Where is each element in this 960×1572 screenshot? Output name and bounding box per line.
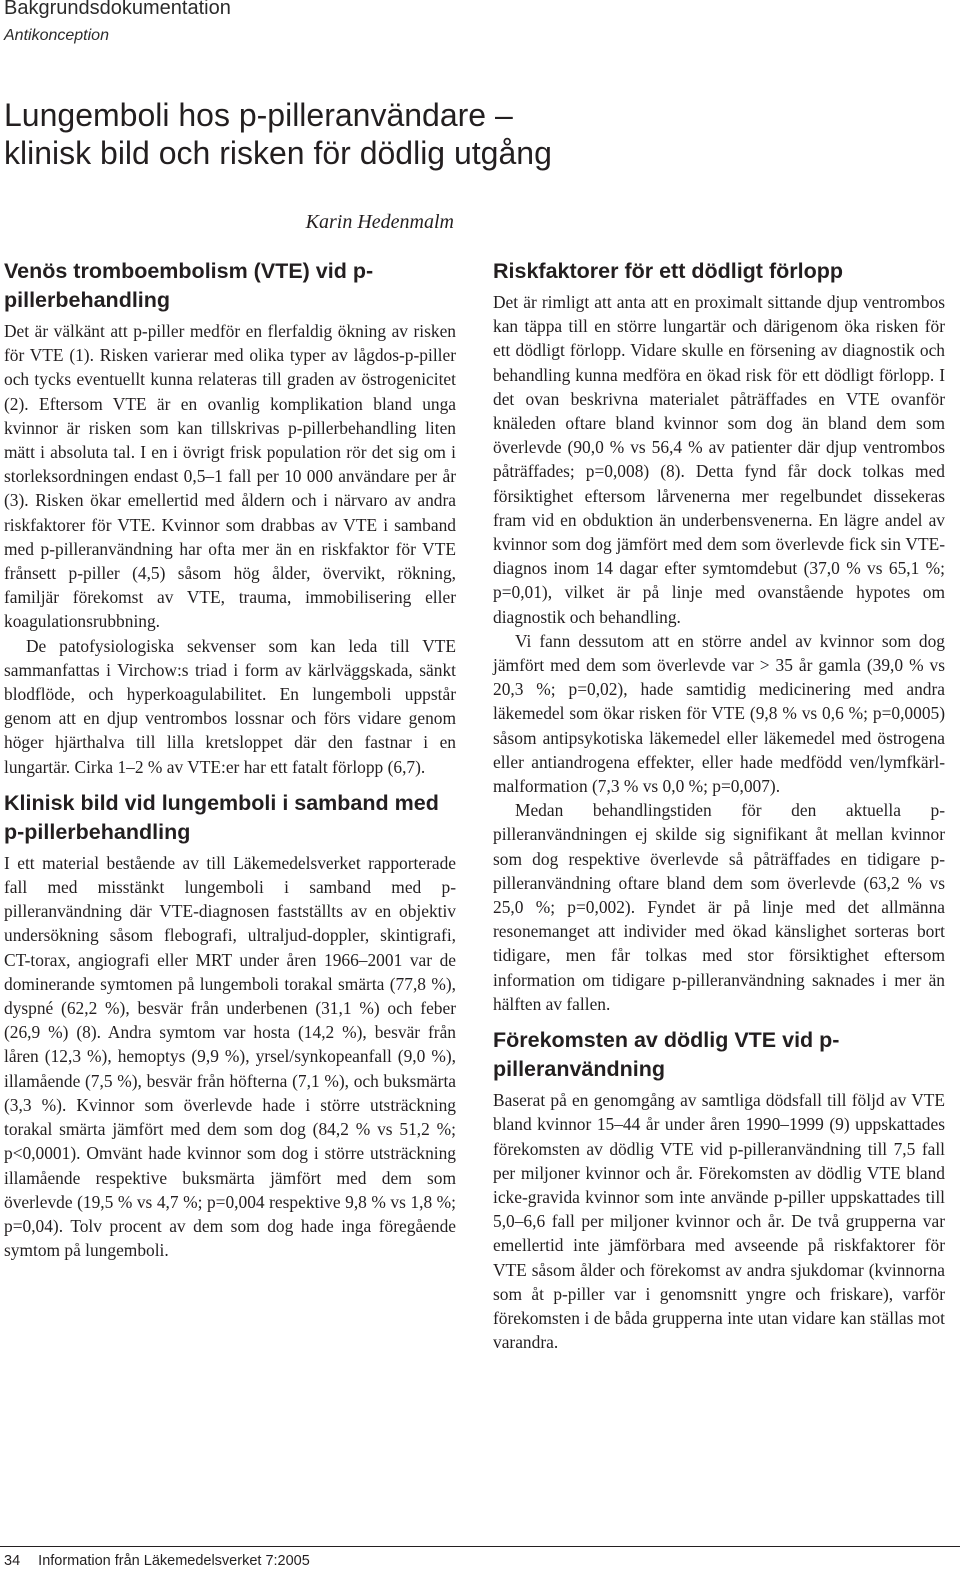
article-title: [4, 96, 904, 172]
heading-forekomsten: Förekomsten av dödlig VTE vid p-pilleranvändning: [493, 1028, 840, 1082]
paragraph: Det är rimligt att anta att en proximalt sittande djup ventrombos kan täppa till en större lungartär och därigenom öka risken för ett dödligt förlopp. Vidare skulle en försening av diagnostik och behandling kunna medföra en ökad risk för ett dödligt förlopp. I det ovan beskrivna materialet påträffades en VTE ovanför knäleden oftare bland kvinnor som dog än bland dem som överlevde (90,0 % vs 56,4 % av patienter där djup ventrombos påträffades; p=0,008) (8). Detta fynd får dock tolkas med försiktighet eftersom lårvenerna mer regelbundet dissekeras fram vid en obduktion än underbensvenerna. En lägre andel av kvinnor som dog jämfört med dem som överlevde fick sin VTE-diagnos inom 14 dagar efter symtomdebut (37,0 % vs 65,1 %; p=0,01), vilket är på linje med ovanstående hypotes om diagnostik och behandling.: [493, 292, 945, 627]
section-header: Bakgrundsdokumentation: [4, 0, 231, 19]
left-column: [4, 257, 456, 1262]
paragraph: De patofysiologiska sekvenser som kan leda till VTE sammanfattas i Virchow:s triad i form av kärlväggskada, sänkt blodflöde, och hyperkoagulabilitet. En lungemboli uppstår genom att en djup ventrombos lossnar och förs vidare genom höger hjärthalva till lilla kretsloppet där den fastnar i en lungartär. Cirka 1–2 % av VTE:er har ett fatalt förlopp (6,7).: [4, 635, 456, 777]
article-title-line-2: klinisk bild och risken för dödlig utgång: [4, 135, 552, 171]
heading-riskfaktorer: Riskfaktorer för ett dödligt förlopp: [493, 259, 843, 283]
subsection-header: Antikonception: [4, 27, 109, 44]
heading-klinisk-bild: Klinisk bild vid lungemboli i samband med p-pillerbehandling: [4, 790, 439, 844]
paragraph: Vi fann dessutom att en större andel av kvinnor som dog jämfört med dem som överlevde var > 35 år gamla (39,0 % vs 20,3 %; p=0,02), hade samtidig medicinering med andra läkemedel som ökar risken för VTE (9,8 % vs 0,6 %; p=0,0005) såsom antipsykotiska läkemedel eller läkemedel med östrogena eller antiandrogena effekter, eller hade medfödd ven/lymfkärl-malformation (7,3 % vs 0,0 %; p=0,007).: [493, 630, 945, 797]
right-column: [493, 257, 945, 1354]
paragraph: Medan behandlingstiden för den aktuella p-pilleranvändningen ej skilde sig signifikant åt mellan kvinnor som dog respektive överlevde så påträffades en tidigare p-pilleranvändning oftare bland dem som överlevde (63,2 % vs 25,0 %; p=0,002). Fyndet är på linje med det allmänna resonemanget att individer med ökad känslighet sorteras bort tidigare, men får tolkas med stor försiktighet eftersom information om tidigare p-pilleranvändning saknades i mer än hälften av fallen.: [493, 800, 945, 1014]
page-number: 34: [4, 1553, 21, 1569]
heading-vte-p-piller: Venös tromboembolism (VTE) vid p-pillerbehandling: [4, 259, 374, 312]
author-name: Karin Hedenmalm: [305, 211, 454, 233]
paragraph: Det är välkänt att p-piller medför en flerfaldig ökning av risken för VTE (1). Risken varierar med olika typer av lågdos-p-piller och tycks eventuellt kunna relateras till graden av östrogenicitet (2). Eftersom VTE är en ovanlig komplikation bland unga kvinnor är risken som kan tillskrivas p-pillerbehandling liten mätt i absoluta tal. I en i övrigt frisk population rör det sig om i storleksordningen endast 0,5–1 fall per 10 000 användare per år (3). Risken ökar emellertid med åldern och i närvaro av andra riskfaktorer för VTE. Kvinnor som drabbas av VTE i samband med p-pilleranvändning har ofta mer än en riskfaktor för VTE frånsett p-piller (4,5) såsom hög ålder, övervikt, rökning, familjär förekomst av VTE, trauma, immobilisering eller koagulationsrubbning.: [4, 321, 456, 632]
article-title-line-1: Lungemboli hos p-pilleranvändare –: [4, 97, 513, 133]
paragraph: I ett material bestående av till Läkemedelsverket rapporterade fall med misstänkt lungemboli i samband med p-pilleranvändning där VTE-diagnosen fastställts av en objektiv undersökning såsom flebografi, ultraljud-doppler, skintigrafi, CT-torax, angiografi eller MRT under åren 1966–2001 var de dominerande symtomen på lungemboli torakal smärta (77,8 %), dyspné (62,2 %), besvär från underbenen (31,1 %) och feber (26,9 %) (8). Andra symtom var hosta (14,2 %), besvär från låren (12,3 %), hemoptys (9,9 %), yrsel/synkopeanfall (9,0 %), illamående (7,5 %), besvär från höfterna (7,1 %), och buksmärta (3,3 %). Kvinnor som överlevde hade i större utsträckning torakal smärta jämfört med dem som dog (84,2 % vs 51,2 %; p<0,0001). Omvänt hade kvinnor som dog i större utsträckning illamående respektive buksmärta jämfört med dem som överlevde (19,5 % vs 4,7 %; p=0,004 respektive 9,8 % vs 1,8 %; p=0,04). Tolv procent av dem som dog hade inga föregående symtom på lungemboli.: [4, 852, 456, 1261]
footer-divider: [0, 1546, 960, 1547]
paragraph: Baserat på en genomgång av samtliga dödsfall till följd av VTE bland kvinnor 15–44 år under åren 1990–1999 (9) uppskattades förekomsten av dödlig VTE vid p-pilleranvändning till 7,5 fall per miljoner kvinnor och år. Förekomsten av dödlig VTE bland icke-gravida kvinnor som inte använde p-piller uppskattades till 5,0–6,6 fall per miljoner kvinnor och år. De två grupperna var emellertid inte jämförbara med avseende på riskfaktorer för VTE såsom ålder och förekomst av andra sjukdomar (kvinnorna som åt p-piller var i genomsnitt yngre och friskare), varför förekomsten i de båda grupperna inte utan vidare kan ställas mot varandra.: [493, 1090, 945, 1353]
page-footer: [4, 1552, 310, 1570]
publication-name: Information från Läkemedelsverket 7:2005: [38, 1553, 310, 1569]
